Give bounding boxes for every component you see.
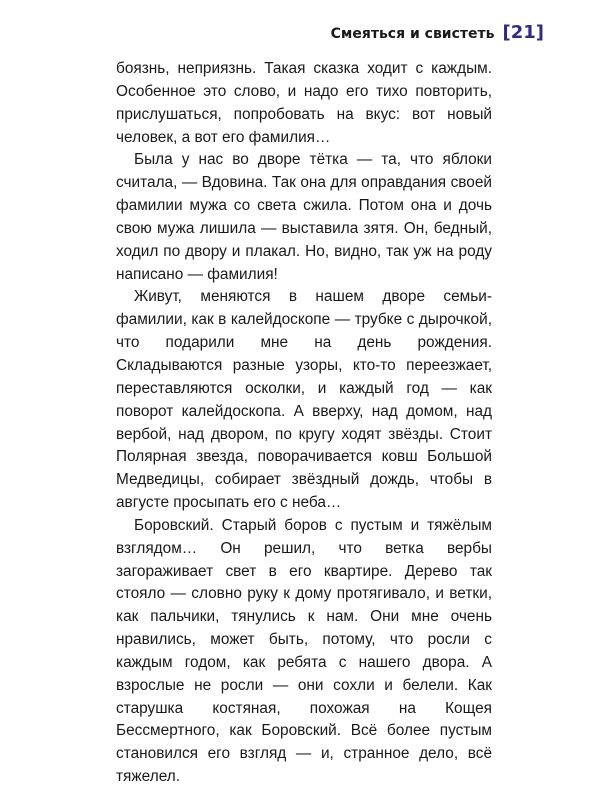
paragraph: Была у нас во дворе тётка — та, что яблоки считала, — Вдовина. Так она для оправдания своей фамилии мужа со света сжила. Потом она и дочь свою мужа лишила — выставила зятя. Он, бедный, ходил по двору и плакал. Но, видно, так уж на роду написано — фамилия! <box>116 151 492 283</box>
body-text <box>116 58 492 789</box>
running-title: Смеяться и свистеть <box>330 26 495 42</box>
running-header <box>331 22 544 43</box>
paragraph: Живут, меняются в нашем дворе семьи-фамилии, как в калейдоскопе — трубке с дырочкой, что подарили мне на день рождения. Складываются разные узоры, кто-то переезжает, переставляются осколки, и каждый год — как поворот калейдоскопа. А вверху, над домом, над вербой, над двором, по кругу ходят звёзды. Стоит Полярная звезда, поворачивается ковш Большой Медведицы, собирает звёздный дождь, чтобы в августе просыпать его с неба… <box>116 288 492 512</box>
page-number: [21] <box>502 22 544 43</box>
paragraph: Боровский. Старый боров с пустым и тяжёлым взглядом… Он решил, что ветка вербы загораживает свет в его квартире. Дерево так стояло — словно руку к дому протягивало, и ветки, как пальчики, тянулись к нам. Они мне очень нравились, может быть, потому, что росли с каждым годом, как ребята с нашего двора. А взрослые не росли — они сохли и белели. Как старушка костяная, похожая на Кощея Бессмертного, как Боровский. Всё более пустым становился его взгляд — и, странное дело, всё тяжелел. <box>116 516 492 786</box>
paragraph: боязнь, неприязнь. Такая сказка ходит с каждым. Особенное это слово, и надо его тихо повторить, прислушаться, попробовать на вкус: вот новый человек, а вот его фамилия… <box>116 60 492 146</box>
